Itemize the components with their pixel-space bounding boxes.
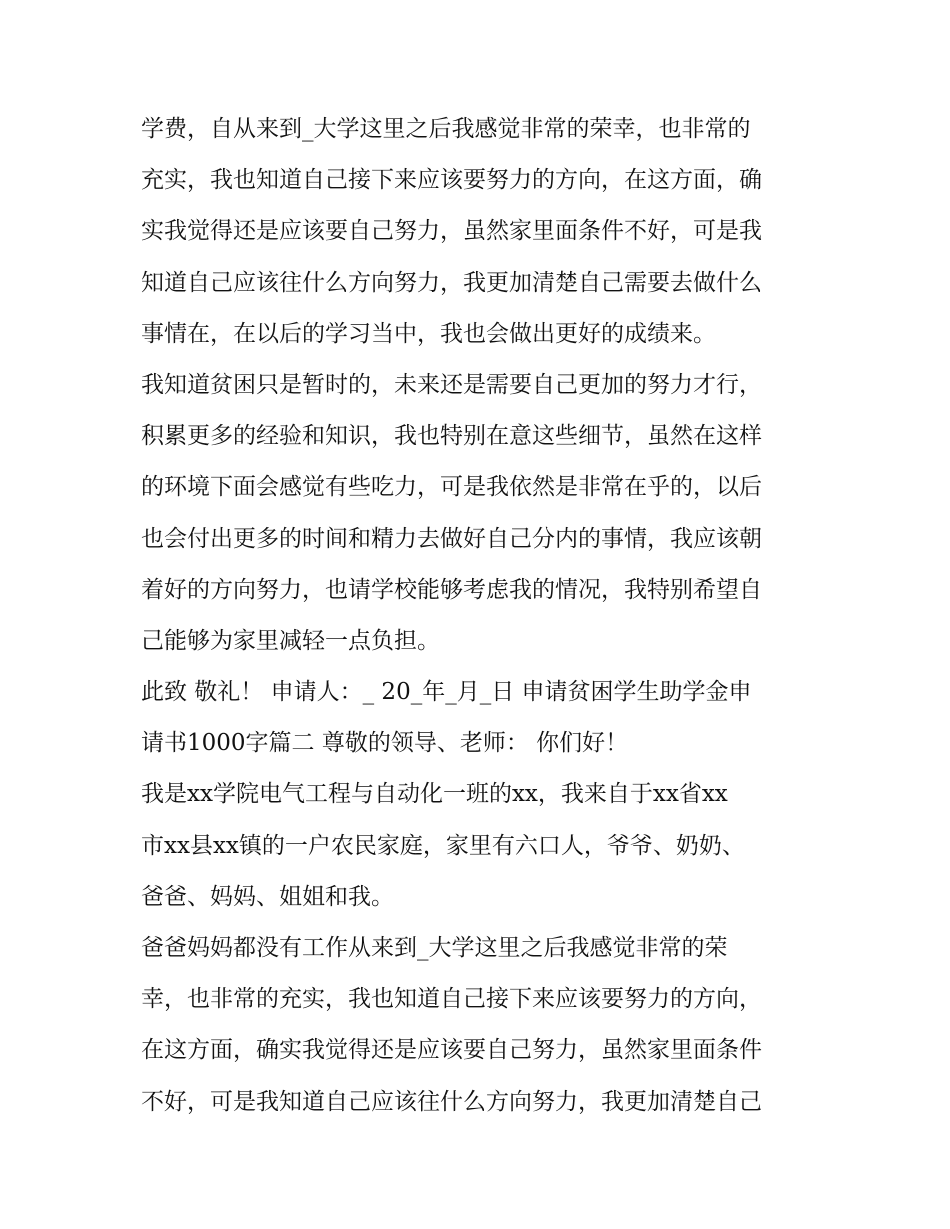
text-line: 幸，也非常的充实，我也知道自己接下来应该要努力的方向， xyxy=(141,986,762,1013)
text-line: 实我觉得还是应该要自己努力，虽然家里面条件不好，可是我 xyxy=(141,218,762,245)
text-line: 我知道贫困只是暂时的，未来还是需要自己更加的努力才行， xyxy=(141,371,762,398)
text-line: 此致 敬礼！ 申请人：_ 20_年_月_日 申请贫困学生助学金申 xyxy=(141,679,752,706)
text-line: 积累更多的经验和知识，我也特别在意这些细节，虽然在这样 xyxy=(141,423,762,450)
text-line: 在这方面，确实我觉得还是应该要自己努力，虽然家里面条件 xyxy=(141,1037,762,1064)
text-line: 充实，我也知道自己接下来应该要努力的方向，在这方面，确 xyxy=(141,167,762,194)
text-line: 事情在，在以后的学习当中，我也会做出更好的成绩来。 xyxy=(141,320,716,347)
text-line: 爸爸妈妈都没有工作从来到_大学这里之后我感觉非常的荣 xyxy=(141,935,728,961)
text-line: 市xx县xx镇的一户农民家庭，家里有六口人，爷爷、奶奶、 xyxy=(141,832,745,859)
text-line: 也会付出更多的时间和精力去做好自己分内的事情，我应该朝 xyxy=(141,525,762,552)
text-line: 己能够为家里减轻一点负担。 xyxy=(141,627,440,654)
text-line: 爸爸、妈妈、姐姐和我。 xyxy=(141,883,394,910)
document-body xyxy=(141,104,813,1128)
text-line: 着好的方向努力，也请学校能够考虑我的情况，我特别希望自 xyxy=(141,576,762,603)
text-line: 不好，可是我知道自己应该往什么方向努力，我更加清楚自己 xyxy=(141,1088,762,1115)
text-line: 学费，自从来到_大学这里之后我感觉非常的荣幸，也非常的 xyxy=(141,116,751,142)
text-line: 请书1000字篇二 尊敬的领导、老师： 你们好！ xyxy=(141,730,629,757)
text-line: 的环境下面会感觉有些吃力，可是我依然是非常在乎的，以后 xyxy=(141,474,762,501)
text-line: 知道自己应该往什么方向努力，我更加清楚自己需要去做什么 xyxy=(141,269,762,296)
text-line: 我是xx学院电气工程与自动化一班的xx，我来自于xx省xx xyxy=(141,781,728,808)
